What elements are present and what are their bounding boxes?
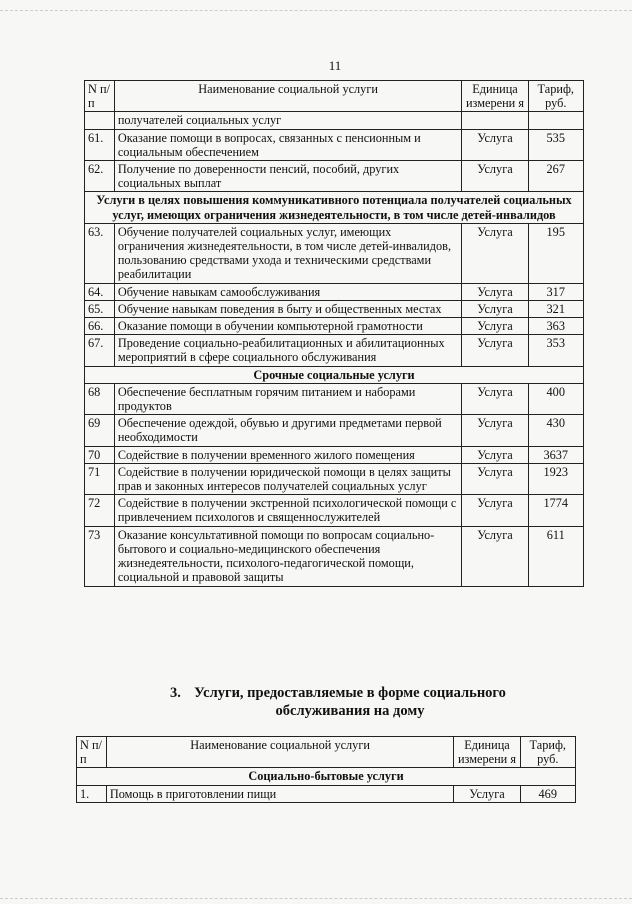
- row-number: 67.: [85, 335, 115, 366]
- service-unit: Услуга: [462, 335, 528, 366]
- section-heading: [150, 684, 550, 720]
- tariff-table: [84, 80, 584, 587]
- service-name: Оказание помощи в вопросах, связанных с пенсионным и социальным обеспечением: [114, 129, 462, 160]
- table-row: [85, 415, 584, 446]
- tariff-table: [76, 736, 576, 803]
- service-unit: Услуга: [462, 463, 528, 494]
- row-number: 68: [85, 383, 115, 414]
- service-tariff: 611: [528, 526, 583, 586]
- table-row: [85, 383, 584, 414]
- table-header-row: [85, 81, 584, 112]
- service-name: Оказание помощи в обучении компьютерной грамотности: [114, 318, 462, 335]
- service-name: Получение по доверенности пенсий, пособий, других социальных выплат: [114, 161, 462, 192]
- table-row: [85, 283, 584, 300]
- header-unit: Единица измерени я: [454, 737, 520, 768]
- section-number: 3.: [170, 685, 181, 701]
- service-unit: Услуга: [462, 318, 528, 335]
- section-title: Услуги, предоставляемые в форме социального обслуживания на дому: [194, 685, 506, 719]
- service-unit: Услуга: [462, 300, 528, 317]
- header-name: Наименование социальной услуги: [114, 81, 462, 112]
- service-tariff: 1774: [528, 495, 583, 526]
- section-title: Услуги в целях повышения коммуникативного потенциала получателей социальных услуг, имеющих ограничения жизнедеятельности, в том числе детей-инвалидов: [85, 192, 584, 223]
- header-unit: Единица измерени я: [462, 81, 528, 112]
- section-row: [77, 768, 576, 785]
- service-tariff: 469: [520, 785, 575, 802]
- service-name: Содействие в получении экстренной психологической помощи с привлечением психологов и священнослужителей: [114, 495, 462, 526]
- service-name: Обеспечение одеждой, обувью и другими предметами первой необходимости: [114, 415, 462, 446]
- row-number: 73: [85, 526, 115, 586]
- service-tariff: 195: [528, 223, 583, 283]
- row-number: 62.: [85, 161, 115, 192]
- row-number: 71: [85, 463, 115, 494]
- scan-edge: [0, 10, 632, 11]
- service-tariff: 1923: [528, 463, 583, 494]
- service-unit: Услуга: [462, 526, 528, 586]
- service-name: Содействие в получении временного жилого помещения: [114, 446, 462, 463]
- table-row: [85, 446, 584, 463]
- service-unit: Услуга: [462, 383, 528, 414]
- table-row: [85, 526, 584, 586]
- row-number: 69: [85, 415, 115, 446]
- row-number: 63.: [85, 223, 115, 283]
- continuation-text: получателей социальных услуг: [114, 112, 462, 129]
- service-tariff: 267: [528, 161, 583, 192]
- service-unit: Услуга: [454, 785, 520, 802]
- service-name: Обучение навыкам самообслуживания: [114, 283, 462, 300]
- section-title: Социально-бытовые услуги: [77, 768, 576, 785]
- service-name: Оказание консультативной помощи по вопросам социально-бытового и социально-медицинского обеспечения жизнедеятельности, психолого-педагогической помощи, социальной и правовой защиты: [114, 526, 462, 586]
- service-name: Проведение социально-реабилитационных и абилитационных мероприятий в сфере социального обслуживания: [114, 335, 462, 366]
- table-row: [85, 129, 584, 160]
- page-number: 11: [328, 58, 342, 73]
- service-unit: Услуга: [462, 283, 528, 300]
- service-name: Обучение навыкам поведения в быту и общественных местах: [114, 300, 462, 317]
- service-tariff: 430: [528, 415, 583, 446]
- service-name: Обучение получателей социальных услуг, имеющих ограничения жизнедеятельности, в том числе детей-инвалидов, пользованию средствами ухода и техническими средствами реабилитации: [114, 223, 462, 283]
- service-tariff: 353: [528, 335, 583, 366]
- row-number: 72: [85, 495, 115, 526]
- section-title: Срочные социальные услуги: [85, 366, 584, 383]
- service-unit: Услуга: [462, 129, 528, 160]
- service-tariff: 321: [528, 300, 583, 317]
- section-row: [85, 192, 584, 223]
- section-row: [85, 366, 584, 383]
- table-row: [85, 161, 584, 192]
- table-row: [77, 785, 576, 802]
- row-number: 61.: [85, 129, 115, 160]
- table-row: [85, 463, 584, 494]
- service-tariff: 317: [528, 283, 583, 300]
- header-name: Наименование социальной услуги: [106, 737, 454, 768]
- service-unit: Услуга: [462, 415, 528, 446]
- row-number: 64.: [85, 283, 115, 300]
- table-header-row: [77, 737, 576, 768]
- header-num: N п/п: [77, 737, 107, 768]
- service-unit: Услуга: [462, 446, 528, 463]
- header-num: N п/п: [85, 81, 115, 112]
- table-row: [85, 335, 584, 366]
- service-tariff: 400: [528, 383, 583, 414]
- header-tariff: Тариф, руб.: [528, 81, 583, 112]
- row-number: 70: [85, 446, 115, 463]
- service-unit: Услуга: [462, 161, 528, 192]
- row-number: 1.: [77, 785, 107, 802]
- scan-edge: [0, 898, 632, 899]
- table-row: [85, 223, 584, 283]
- table-row: [85, 300, 584, 317]
- service-name: Помощь в приготовлении пищи: [106, 785, 454, 802]
- service-name: Обеспечение бесплатным горячим питанием и наборами продуктов: [114, 383, 462, 414]
- service-unit: Услуга: [462, 495, 528, 526]
- table-row: [85, 318, 584, 335]
- service-unit: Услуга: [462, 223, 528, 283]
- service-tariff: 535: [528, 129, 583, 160]
- row-number: 65.: [85, 300, 115, 317]
- service-tariff: 3637: [528, 446, 583, 463]
- header-tariff: Тариф, руб.: [520, 737, 575, 768]
- table-row: [85, 495, 584, 526]
- row-number: 66.: [85, 318, 115, 335]
- service-tariff: 363: [528, 318, 583, 335]
- service-name: Содействие в получении юридической помощи в целях защиты прав и законных интересов получателей социальных услуг: [114, 463, 462, 494]
- continuation-row: [85, 112, 584, 129]
